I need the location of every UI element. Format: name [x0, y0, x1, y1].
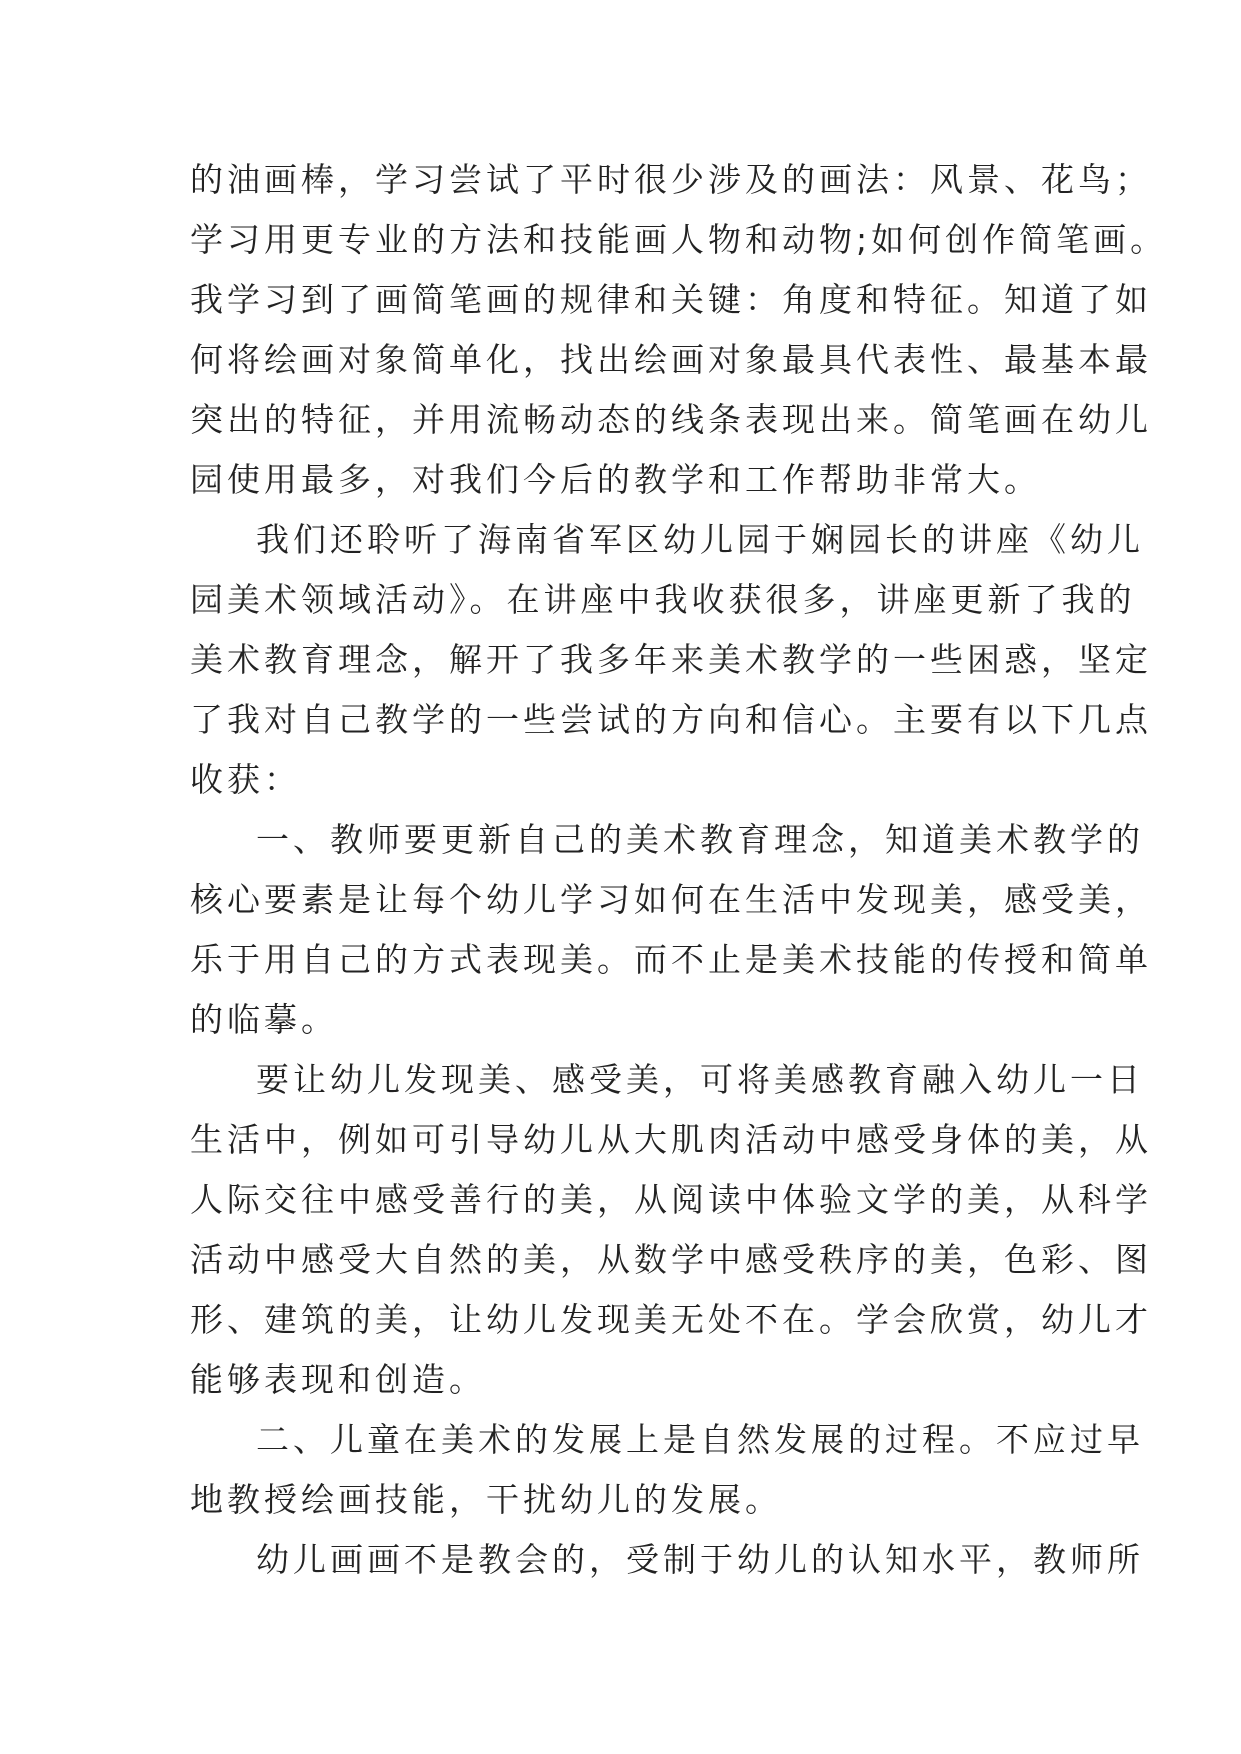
- text-line: 活动中感受大自然的美，从数学中感受秩序的美，色彩、图: [190, 1240, 1152, 1279]
- text-line: 能够表现和创造。: [190, 1360, 486, 1399]
- text-line: 的油画棒，学习尝试了平时很少涉及的画法：风景、花鸟；: [190, 160, 1152, 199]
- paragraph-start-line: 一、教师要更新自己的美术教育理念，知道美术教学的: [256, 820, 1144, 859]
- paragraph-start-line: 我们还聆听了海南省军区幼儿园于娴园长的讲座《幼儿: [256, 520, 1144, 559]
- paragraph-start-line: 二、儿童在美术的发展上是自然发展的过程。不应过早: [256, 1420, 1144, 1459]
- text-line: 地教授绘画技能，干扰幼儿的发展。: [190, 1480, 782, 1519]
- text-line: 突出的特征，并用流畅动态的线条表现出来。简笔画在幼儿: [190, 400, 1152, 439]
- text-line: 人际交往中感受善行的美，从阅读中体验文学的美，从科学: [190, 1180, 1152, 1219]
- text-line: 何将绘画对象简单化，找出绘画对象最具代表性、最基本最: [190, 340, 1152, 379]
- text-line: 形、建筑的美，让幼儿发现美无处不在。学会欣赏，幼儿才: [190, 1300, 1152, 1339]
- text-line: 核心要素是让每个幼儿学习如何在生活中发现美，感受美，: [190, 880, 1152, 919]
- text-line: 乐于用自己的方式表现美。而不止是美术技能的传授和简单: [190, 940, 1152, 979]
- document-body: [190, 150, 1168, 1590]
- paragraph-start-line: 幼儿画画不是教会的，受制于幼儿的认知水平，教师所: [256, 1540, 1144, 1579]
- text-line: 园美术领域活动》。在讲座中我收获很多，讲座更新了我的: [190, 580, 1136, 619]
- text-line: 收获：: [190, 760, 301, 799]
- text-line: 园使用最多，对我们今后的教学和工作帮助非常大。: [190, 460, 1041, 499]
- text-line: 生活中，例如可引导幼儿从大肌肉活动中感受身体的美，从: [190, 1120, 1152, 1159]
- text-line: 的临摹。: [190, 1000, 338, 1039]
- paragraph-start-line: 要让幼儿发现美、感受美，可将美感教育融入幼儿一日: [256, 1060, 1144, 1099]
- text-line: 学习用更专业的方法和技能画人物和动物;如何创作简笔画。: [190, 220, 1168, 259]
- text-line: 美术教育理念，解开了我多年来美术教学的一些困惑，坚定: [190, 640, 1152, 679]
- text-line: 了我对自己教学的一些尝试的方向和信心。主要有以下几点: [190, 700, 1152, 739]
- text-line: 我学习到了画简笔画的规律和关键：角度和特征。知道了如: [190, 280, 1152, 319]
